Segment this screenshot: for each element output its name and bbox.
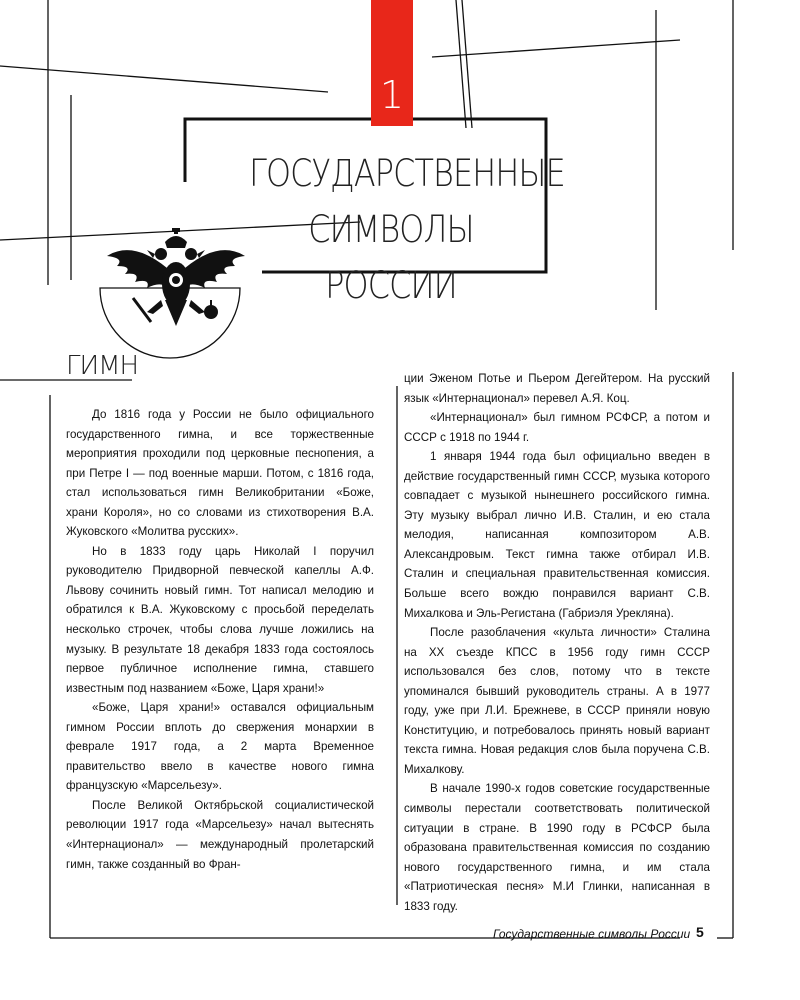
paragraph: После Великой Октябрьской социалистической революции 1917 года «Марсельезу» начал вытеснять «Интернационал» — международный пролетарский гимн, также созданный во Фран- (66, 798, 374, 871)
paragraph: «Интернационал» был гимном РСФСР, а потом и СССР с 1918 по 1944 г. (404, 411, 710, 444)
paragraph: После разоблачения «культа личности» Сталина на XX съезде КПСС в 1956 году гимн СССР использовался без слов, потому что в тексте упоминался бывший руководитель страны. А в 1977 году, уже при Л.И. Брежневе, в СССР приняли новую Конституцию, и потребовалось принять новый вариант текста гимна. Новая редакция слов была поручена С.В. Михалкову. (404, 626, 710, 776)
paragraph-continuation: ции Эженом Потье и Пьером Дегейтером. На русский язык «Интернационал» перевел А.Я. Коц. (404, 372, 710, 405)
paragraph: 1 января 1944 года был официально введен в действие государственный гимн СССР, музыка которого совпадает с музыкой нынешнего российского гимна. Эту музыку выбрал лично И.В. Сталин, и ею стала мелодия, написанная композитором А.В. Александровым. Текст гимна также отбирал И.В. Сталин и специальная правительственная комиссия. Больше всего вождю понравился вариант С.В. Михалкова и Эль-Регистана (Габриэля Урекляна). (404, 450, 710, 620)
page-title (249, 146, 565, 314)
paragraph: До 1816 года у России не было официального государственного гимна, и все торжественные мероприятия проходили под церковные песнопения, а при Петре I — под военные марши. Потом, с 1816 года, стал использоваться гимн Великобритании «Боже, храни Короля», но со словами из стихотворения В.А. Жуковского «Молитва русских». (66, 408, 374, 539)
paragraph: Но в 1833 году царь Николай I поручил руководителю Придворной певческой капеллы А.Ф. Львову сочинить новый гимн. Тот написал мелодию и обратился к В.А. Жуковскому с просьбой переделать несколько строчек, чтобы слова лучше ложились на музыку. В результате 18 декабря 1833 года состоялось первое публичное исполнение гимна, ставшего известным под названием «Боже, Царя храни!» (66, 544, 374, 695)
title-line-2: СИМВОЛЫ РОССИИ (308, 208, 474, 307)
section-heading: ГИМН (66, 351, 139, 381)
text-column-left (66, 405, 374, 874)
double-headed-eagle-icon (103, 228, 249, 340)
page-number: 5 (696, 924, 704, 940)
chapter-number: 1 (379, 73, 405, 117)
running-footer-title: Государственные символы России (493, 927, 691, 941)
paragraph: «Боже, Царя храни!» оставался официальным гимном России вплоть до свержения монархии в феврале 1917 года, а 2 марта Временное правительство ввело в качестве нового гимна французскую «Марсельезу». (66, 701, 374, 793)
text-column-right (404, 369, 710, 916)
title-line-1: ГОСУДАРСТВЕННЫЕ (249, 152, 565, 195)
paragraph: В начале 1990-х годов советские государственные символы перестали соответствовать политической ситуации в стране. В 1990 году в РСФСР была образована правительственная комиссия по созданию нового государственного гимна, и им стала «Патриотическая песня» М.И Глинки, написанная в 1833 году. (404, 782, 710, 913)
